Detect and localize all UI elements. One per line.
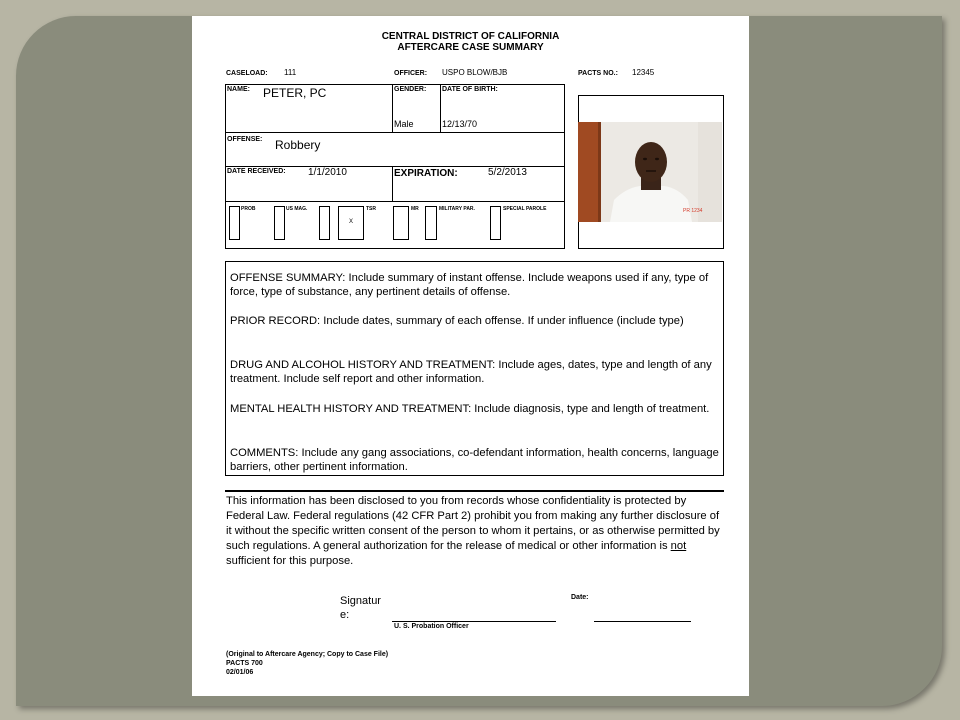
date-label: Date: xyxy=(571,594,589,601)
expiration-value: 5/2/2013 xyxy=(488,167,527,178)
notice-emphasis: not xyxy=(670,540,687,552)
document-title-line2: AFTERCARE CASE SUMMARY xyxy=(397,42,544,53)
mental-health-history-text: MENTAL HEALTH HISTORY AND TREATMENT: Include diagnosis, type and length of treatment. xyxy=(230,403,710,415)
checkbox-mr-label: MR xyxy=(411,206,419,212)
footer-revision-date: 02/01/06 xyxy=(226,669,254,676)
caseload-value: 111 xyxy=(284,68,297,77)
date-received-value: 1/1/2010 xyxy=(308,167,347,178)
signature-label-line1: Signatur xyxy=(340,595,381,607)
name-value: PETER, PC xyxy=(263,86,327,100)
divider xyxy=(392,84,393,132)
checkbox-us-mag xyxy=(274,206,285,240)
prior-record-text: PRIOR RECORD: Include dates, summary of each offense. If under influence (include type) xyxy=(230,315,684,327)
subject-photo xyxy=(578,122,722,222)
footer-form-number: PACTS 700 xyxy=(226,660,263,667)
expiration-label: EXPIRATION: xyxy=(394,168,458,179)
signature-line xyxy=(392,621,556,622)
pacts-value: 12345 xyxy=(632,68,655,77)
drug-alcohol-history-text: DRUG AND ALCOHOL HISTORY AND TREATMENT: Include ages, dates, type and length of any treatment. Include self report and other information. xyxy=(230,359,712,385)
notice-text-end: sufficient for this purpose. xyxy=(226,555,354,567)
caseload-label: CASELOAD: xyxy=(226,70,268,77)
divider xyxy=(225,132,565,133)
checkbox-tsr-label: TSR xyxy=(366,206,376,212)
officer-label: OFFICER: xyxy=(394,70,428,77)
checkbox-mr xyxy=(393,206,409,240)
checkbox-prob xyxy=(229,206,240,240)
offense-summary-text: OFFENSE SUMMARY: Include summary of instant offense. Include weapons used if any, type of force, type of substance, any pertinent details of offense. xyxy=(230,272,709,298)
confidentiality-notice xyxy=(226,494,724,569)
photo-stamp: PR 1234 xyxy=(683,208,703,214)
document-page xyxy=(192,16,749,696)
offense-value: Robbery xyxy=(275,138,321,152)
footer-distribution: (Original to Aftercare Agency; Copy to Case File) xyxy=(226,651,389,658)
checkbox-us-mag-label: US MAG. xyxy=(286,206,308,212)
divider xyxy=(440,84,441,132)
officer-value: USPO BLOW/BJB xyxy=(442,68,508,77)
checkbox-blank xyxy=(319,206,330,240)
checkbox-special-parole-label: SPECIAL PAROLE xyxy=(503,206,547,212)
divider xyxy=(225,201,565,202)
checkbox-special-parole xyxy=(490,206,501,240)
document-title-line1: CENTRAL DISTRICT OF CALIFORNIA xyxy=(381,31,560,42)
dob-label: DATE OF BIRTH: xyxy=(442,86,498,93)
date-line xyxy=(594,621,691,622)
checkbox-military-par-label: MILITARY PAR. xyxy=(439,206,475,212)
divider xyxy=(392,166,393,201)
pacts-label: PACTS NO.: xyxy=(578,70,618,77)
date-received-label: DATE RECEIVED: xyxy=(227,168,286,175)
offense-label: OFFENSE: xyxy=(227,136,263,143)
signature-label-line2: e: xyxy=(340,609,350,621)
notice-divider xyxy=(225,490,724,492)
comments-text: COMMENTS: Include any gang associations, co-defendant information, health concerns, language barriers, other pertinent information. xyxy=(230,447,719,473)
checkbox-prob-label: PROB xyxy=(241,206,256,212)
checkbox-military-par xyxy=(425,206,437,240)
gender-label: GENDER: xyxy=(394,86,427,93)
dob-value: 12/13/70 xyxy=(442,119,478,129)
name-label: NAME: xyxy=(227,86,250,93)
signature-label xyxy=(340,594,381,622)
form-footer xyxy=(226,650,388,677)
gender-value: Male xyxy=(394,119,414,129)
signature-caption: U. S. Probation Officer xyxy=(394,623,469,630)
checkbox-tsr-mark: X xyxy=(349,219,354,225)
notice-text: This information has been disclosed to you from records whose confidentiality is protected by Federal Law. Federal regulations (42 CFR Part 2) prohibit you from making any further disclosure of it without the specific written consent of the person to whom it pertains, or as otherwise permitted by such regulations. A general authorization for the release of medical or other information is xyxy=(226,495,720,552)
photo-image xyxy=(578,122,722,222)
